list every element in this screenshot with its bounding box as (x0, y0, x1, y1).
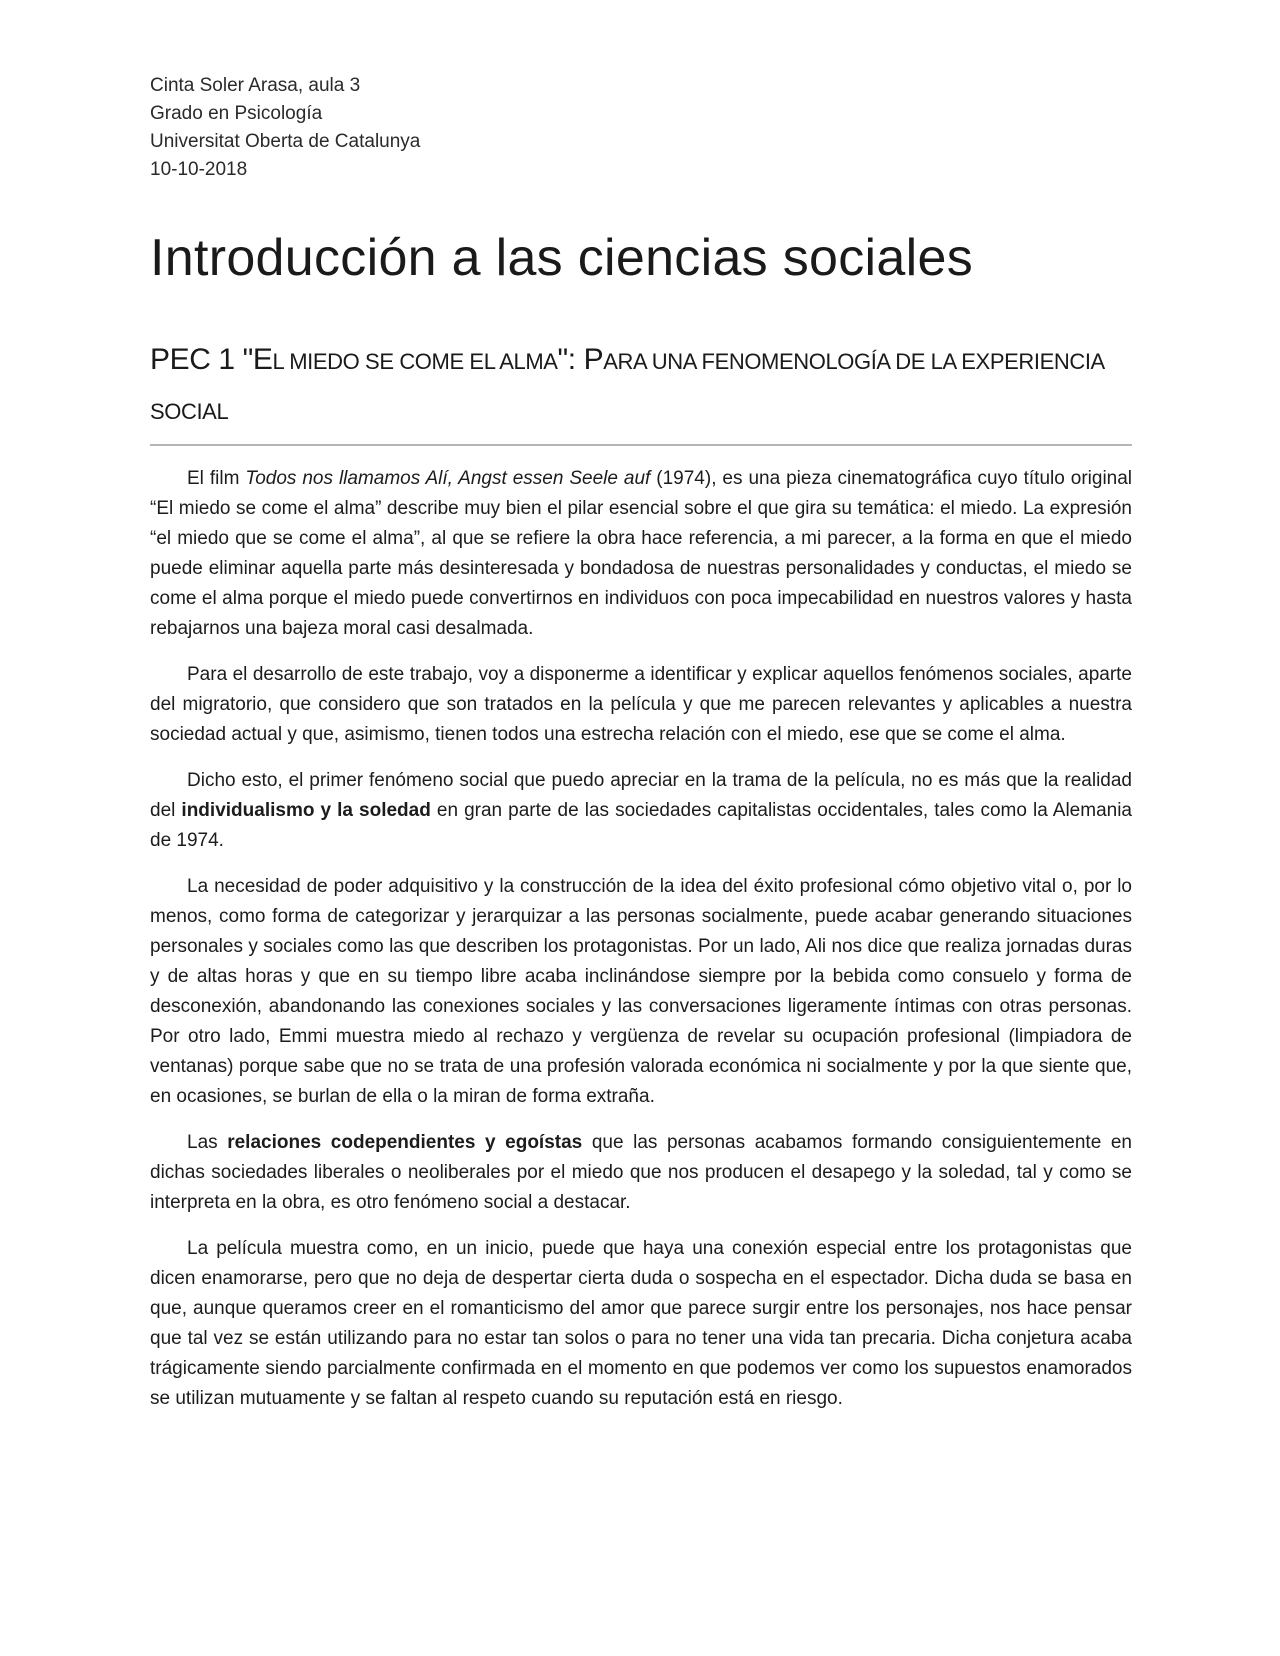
paragraph-1-text-b: (1974), es una pieza cinematográfica cuyo título original “El miedo se come el alma” describe muy bien el pilar esencial sobre el que gira su temática: el miedo. La expresión “el miedo que se come el alma”, al que se refiere la obra hace referencia, a mi parecer, a la forma en que el miedo puede eliminar aquella parte más desinteresada y bondadosa de nuestras personalidades y conductas, el miedo se come el alma porque el miedo puede convertirnos en individuos con poca impecabilidad en nuestros valores y hasta rebajarnos una bajeza moral casi desalmada. (150, 468, 1133, 639)
author-block (150, 72, 1132, 184)
paragraph-3 (150, 766, 1132, 856)
film-title-italic: Todos nos llamamos Alí, Angst essen Seele auf (245, 468, 651, 489)
university: Universitat Oberta de Catalunya (150, 131, 421, 152)
heading-part-3: ": P (557, 343, 604, 376)
date: 10-10-2018 (150, 159, 248, 180)
paragraph-3-text-b: en gran parte de las sociedades capitalistas occidentales, tales como la Alemania de 1974. (150, 800, 1132, 851)
section-heading (150, 336, 1132, 446)
paragraph-3-text-a: Dicho esto, el primer fenómeno social que puedo apreciar en la trama de la película, no es más que la realidad del (150, 770, 1132, 821)
heading-part-2: L MIEDO SE COME EL ALMA (272, 349, 558, 374)
heading-part-1: PEC 1 "E (150, 343, 273, 376)
degree: Grado en Psicología (150, 103, 323, 124)
paragraph-4: La necesidad de poder adquisitivo y la construcción de la idea del éxito profesional cómo objetivo vital o, por lo menos, como forma de categorizar y jerarquizar a las personas socialmente, puede acabar generando situaciones personales y sociales como las que describen los protagonistas. Por un lado, Ali nos dice que realiza jornadas duras y de altas horas y que en su tiempo libre acaba inclinándose siempre por la bebida como consuelo y forma de desconexión, abandonando las conexiones sociales y las conversaciones ligeramente íntimas con otras personas. Por otro lado, Emmi muestra miedo al rechazo y vergüenza de revelar su ocupación profesional (limpiadora de ventanas) porque sabe que no se trata de una profesión valorada económica ni socialmente y por la que siente que, en ocasiones, se burlan de ella o la miran de forma extraña. (150, 876, 1132, 1107)
paragraph-5-bold: relaciones codependientes y egoístas (227, 1132, 583, 1153)
author-name: Cinta Soler Arasa, aula 3 (150, 75, 361, 96)
paragraph-2: Para el desarrollo de este trabajo, voy a disponerme a identificar y explicar aquellos fenómenos sociales, aparte del migratorio, que considero que son tratados en la película y que me parecen relevantes y aplicables a nuestra sociedad actual y que, asimismo, tienen todos una estrecha relación con el miedo, ese que se come el alma. (150, 664, 1132, 745)
paragraph-1-text-a: El film (187, 468, 246, 489)
paragraph-1 (150, 464, 1132, 644)
paragraph-3-bold: individualismo y la soledad (181, 800, 431, 821)
paragraph-5 (150, 1128, 1132, 1218)
paragraph-6: La película muestra como, en un inicio, puede que haya una conexión especial entre los protagonistas que dicen enamorarse, pero que no deja de despertar cierta duda o sospecha en el espectador. Dicha duda se basa en que, aunque queramos creer en el romanticismo del amor que parece surgir entre los personajes, nos hace pensar que tal vez se están utilizando para no estar tan solos o para no tener una vida tan precaria. Dicha conjetura acaba trágicamente siendo parcialmente confirmada en el momento en que podemos ver como los supuestos enamorados se utilizan mutuamente y se faltan al respeto cuando su reputación está en riesgo. (150, 1238, 1132, 1409)
paragraph-5-text-a: Las (187, 1132, 228, 1153)
heading-part-4: ARA UNA FENOMENOLOGÍA DE LA EXPERIENCIA SOCIAL (150, 349, 1104, 424)
document-body (150, 464, 1132, 1414)
document-title: Introducción a las ciencias sociales (150, 229, 973, 287)
paragraph-5-text-b: que las personas acabamos formando consiguientemente en dichas sociedades liberales o neoliberales por el miedo que nos producen el desapego y la soledad, tal y como se interpreta en la obra, es otro fenómeno social a destacar. (150, 1132, 1132, 1213)
